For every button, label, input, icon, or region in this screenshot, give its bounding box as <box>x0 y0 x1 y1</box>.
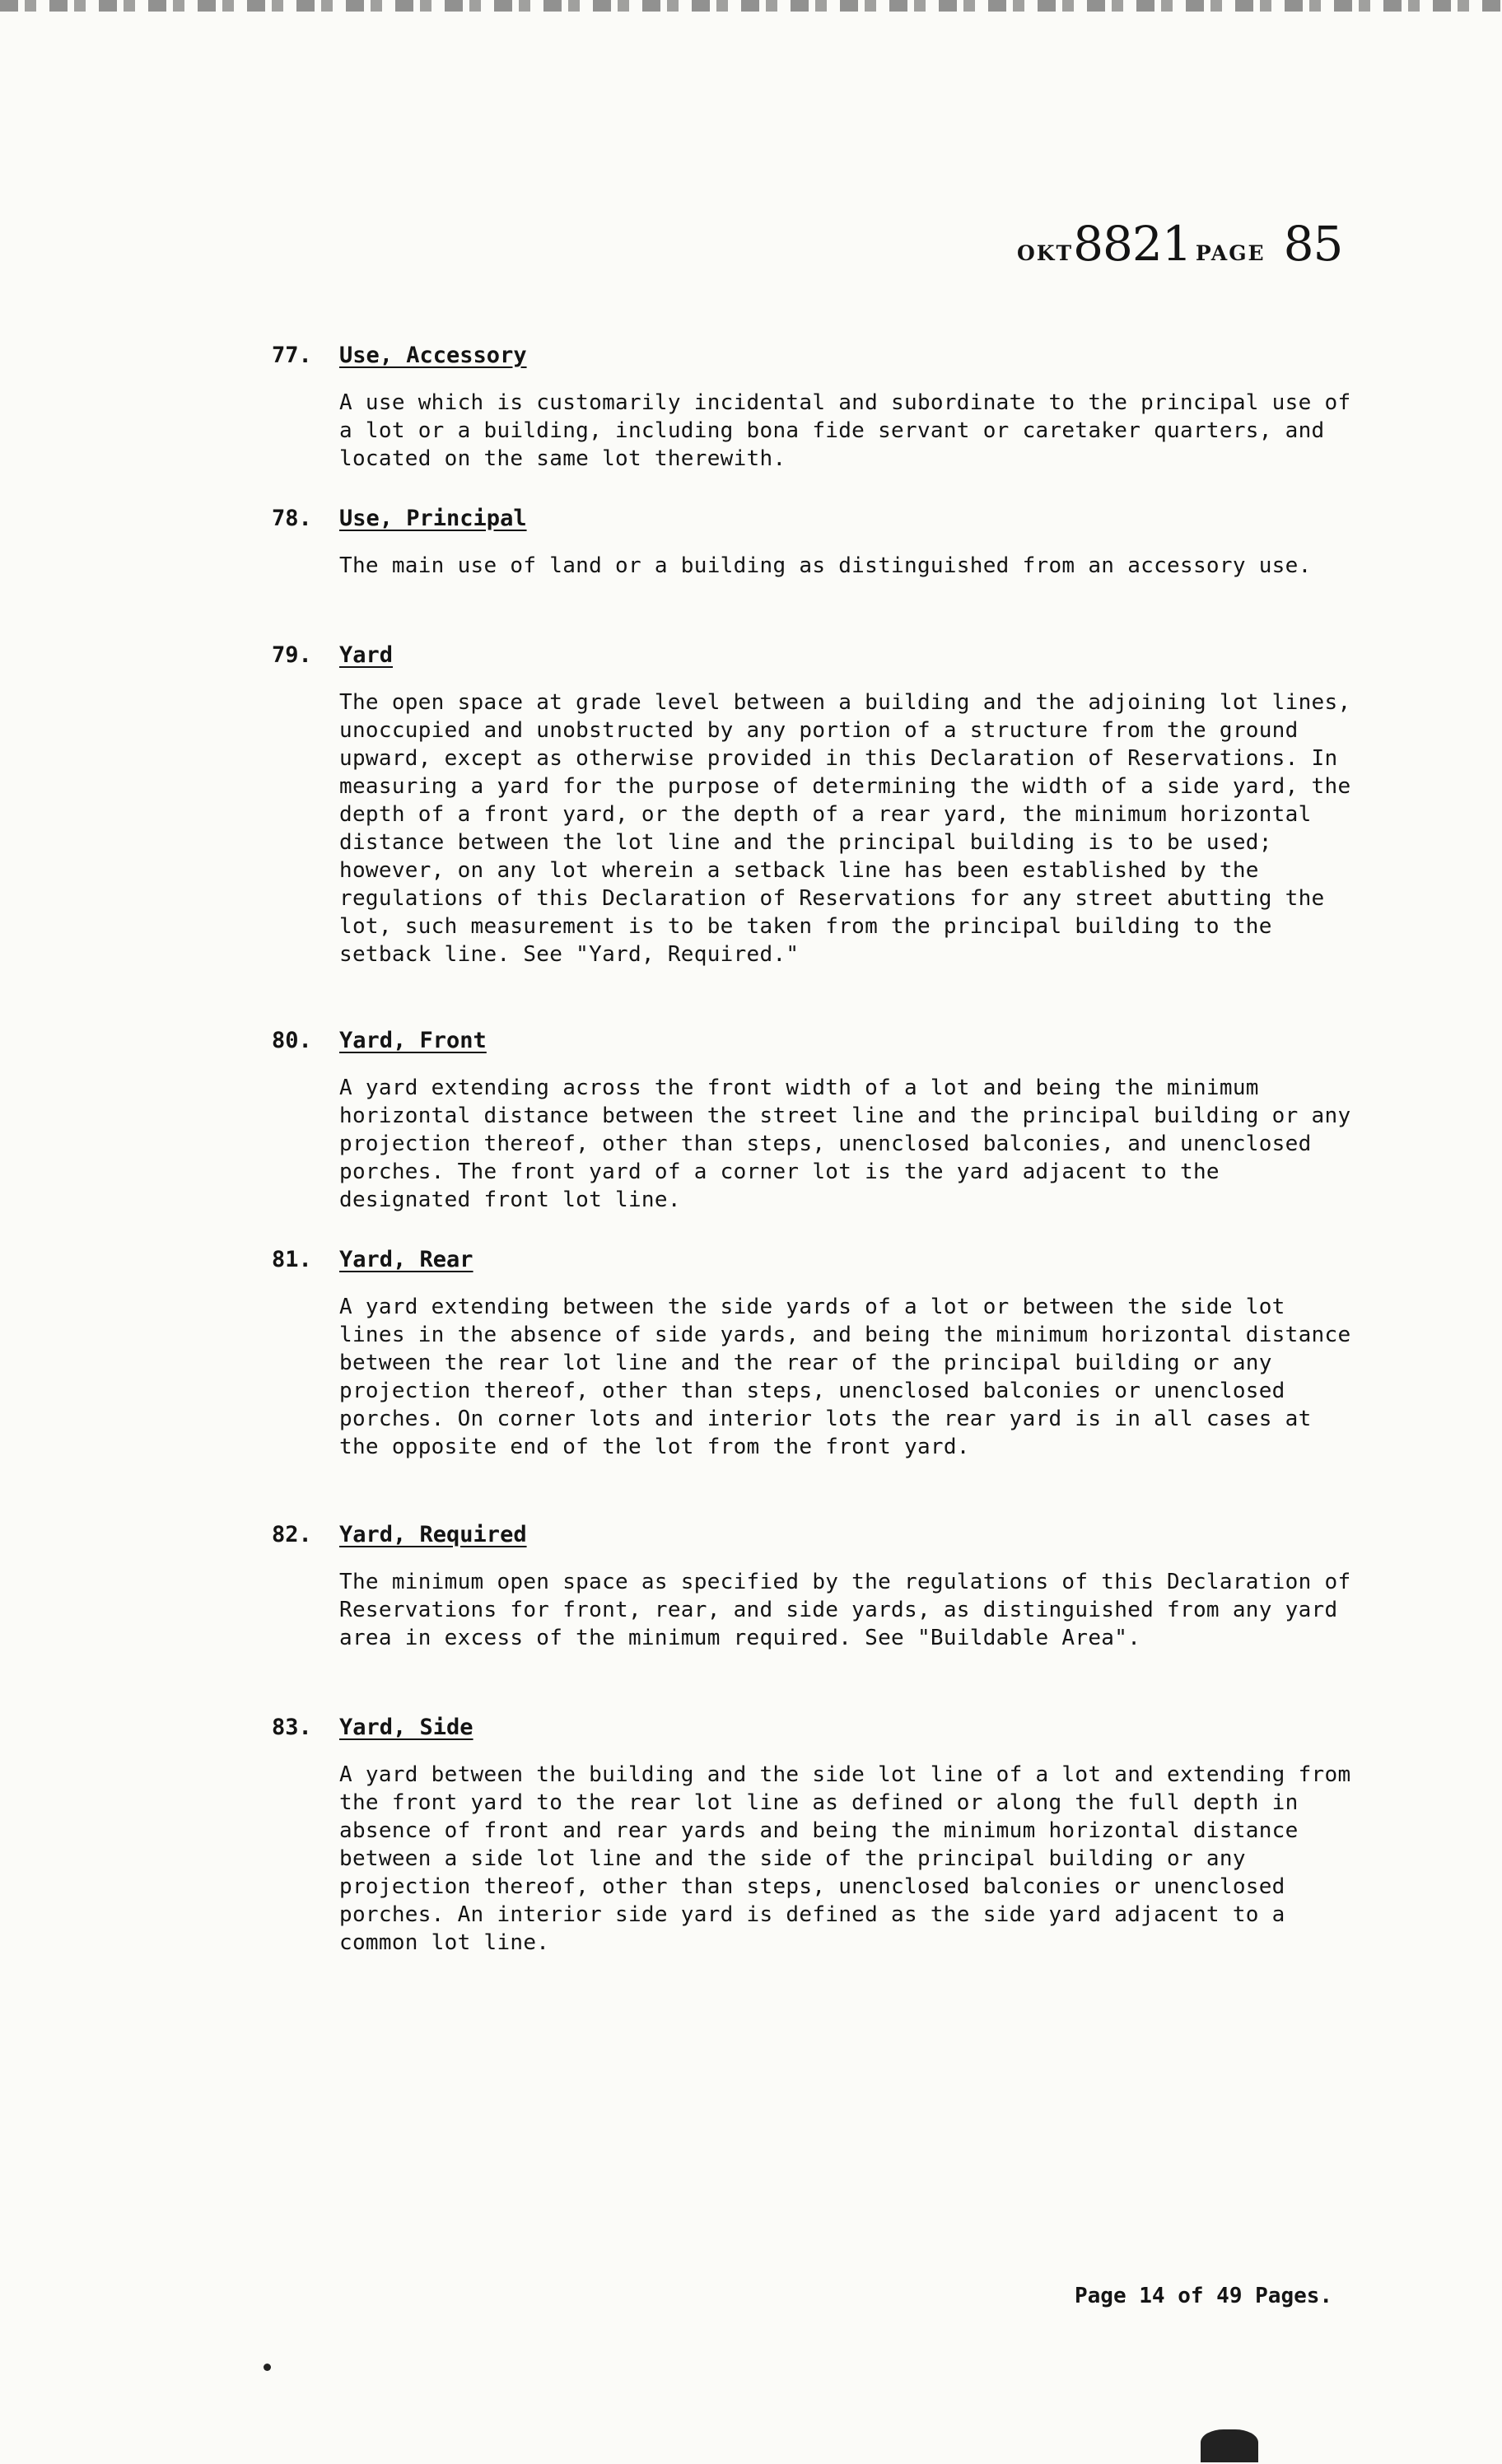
definition-number: 79. <box>272 642 312 668</box>
definition-term: Use, Accessory <box>339 343 527 368</box>
definition-number: 83. <box>272 1715 312 1740</box>
definition-term: Yard <box>339 642 394 668</box>
definition-term: Yard, Front <box>339 1028 487 1053</box>
definition-term: Use, Principal <box>339 506 527 531</box>
definition-text: A yard between the building and the side lot line of a lot and extending from the front yard to the rear lot line as defined or along the full depth in absence of front and rear yards and being the minimum horizontal distance between a side lot line and the side of the principal building or any projection thereof, other than steps, unenclosed balconies or unenclosed porches. An interior side yard is defined as the side yard adjacent to a common lot line. <box>339 1762 1351 1955</box>
definition-text: A yard extending between the side yards of a lot or between the side lot lines in the absence of side yards, and being the minimum horizontal distance between the rear lot line and the rear of the principal building or any projection thereof, other than steps, unenclosed balconies or unenclosed porches. On corner lots and interior lots the rear yard is in all cases at the opposite end of the lot from the front yard. <box>339 1295 1351 1459</box>
definition-text: The main use of land or a building as distinguished from an accessory use. <box>339 553 1312 578</box>
definition-number: 77. <box>272 343 312 368</box>
page-number: 85 <box>1283 216 1343 272</box>
definition-number: 81. <box>272 1247 312 1272</box>
book-page-reference <box>1017 216 1342 272</box>
book-label: OKT <box>1017 241 1074 265</box>
definition-text: The open space at grade level between a building and the adjoining lot lines, unoccupied and unobstructed by any portion of a structure from the ground upward, except as otherwise provided in this Declaration of Reservations. In measuring a yard for the purpose of determining the width of a side yard, the depth of a front yard, or the depth of a rear yard, the minimum horizontal distance between the lot line and the principal building is to be used; however, on any lot wherein a setback line has been established by the regulations of this Declaration of Reservations for any street abutting the lot, such measurement is to be taken from the principal building to the setback line. See "Yard, Required." <box>339 690 1351 967</box>
definition-text: A use which is customarily incidental and subordinate to the principal use of a lot or a building, including bona fide servant or caretaker quarters, and located on the same lot therewith. <box>339 390 1351 471</box>
definition-term: Yard, Rear <box>339 1247 473 1272</box>
page-label: PAGE <box>1195 241 1266 265</box>
definition-text: The minimum open space as specified by the regulations of this Declaration of Reservations for front, rear, and side yards, as distinguished from any yard area in excess of the minimum required. See "Buildable Area". <box>339 1570 1351 1650</box>
definition-term: Yard, Required <box>339 1522 527 1547</box>
definition-number: 82. <box>272 1522 312 1547</box>
definition-number: 78. <box>272 506 312 531</box>
scan-smudge <box>1201 2429 1258 2462</box>
scan-speck <box>264 2364 271 2371</box>
definition-text: A yard extending across the front width of a lot and being the minimum horizontal distance between the street line and the principal building or any projection thereof, other than steps, unenclosed balconies, and unenclosed porches. The front yard of a corner lot is the yard adjacent to the designated front lot line. <box>339 1076 1351 1212</box>
definition-term: Yard, Side <box>339 1715 473 1740</box>
page-indicator: Page 14 of 49 Pages. <box>1075 2284 1333 2308</box>
scan-edge-artifact <box>0 0 1502 12</box>
book-number: 8821 <box>1073 216 1192 272</box>
definition-number: 80. <box>272 1028 312 1053</box>
